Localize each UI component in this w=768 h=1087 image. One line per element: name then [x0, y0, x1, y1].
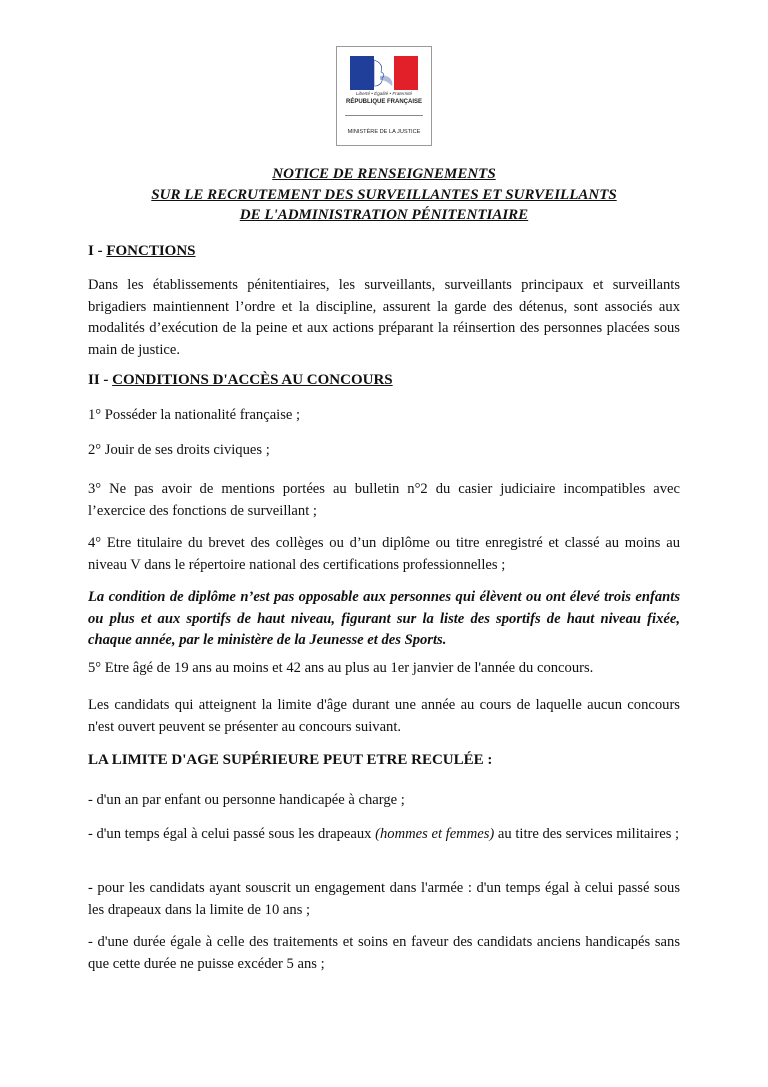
ministry-logo [336, 46, 432, 146]
logo-ministry: MINISTÈRE DE LA JUSTICE [347, 129, 421, 135]
fonctions-paragraph: Dans les établissements pénitentiaires, les surveillants, surveillants principaux et surveillants brigadiers maintiennent l’ordre et la discipline, assurent la garde des détenus, sont associés aux modalités d’exécution de la peine et aux actions préparant la réinsertion des personnes placées sous main de justice. [88, 277, 680, 358]
condition-1: 1° Posséder la nationalité française ; [88, 407, 301, 423]
section-heading-conditions [88, 372, 393, 389]
limit-item-4: - d'une durée égale à celle des traitements et soins en faveur des candidats anciens handicapés sans que cette durée ne puisse excéder 5 ans ; [88, 934, 680, 972]
limit-item-2 [88, 824, 680, 846]
condition-3: 3° Ne pas avoir de mentions portées au bulletin n°2 du casier judiciaire incompatibles avec l’exercice des fonctions de surveillant ; [88, 481, 680, 519]
logo-republic: RÉPUBLIQUE FRANÇAISE [345, 99, 422, 105]
diploma-exemption-note: La condition de diplôme n’est pas opposable aux personnes qui élèvent ou ont élevé trois enfants ou plus et aux sportifs de haut niveau, figurant sur la liste des sportifs de haut niveau fixée, chaque année, par le ministère de la Jeunesse et des Sports. [88, 589, 680, 648]
logo-divider [345, 115, 423, 116]
section-heading-text: FONCTIONS [106, 243, 196, 259]
section-prefix: II - [88, 372, 113, 388]
section-heading-fonctions [88, 243, 196, 260]
limit-item-2-text-end: au titre des services militaires ; [494, 826, 680, 842]
marianne-flag-icon [350, 56, 418, 90]
logo-motto: Liberté • Égalité • Fraternité [355, 91, 413, 96]
limit-item-2-italic: (hommes et femmes) [375, 826, 495, 842]
title-line-3: DE L'ADMINISTRATION PÉNITENTIAIRE [239, 207, 529, 223]
section-prefix: I - [88, 243, 107, 259]
limit-item-3: - pour les candidats ayant souscrit un engagement dans l'armée : d'un temps égal à celui passé sous les drapeaux dans la limite de 10 ans ; [88, 880, 680, 918]
condition-4: 4° Etre titulaire du brevet des collèges ou d’un diplôme ou titre enregistré et classé au moins au niveau V dans le répertoire national des certifications professionnelles ; [88, 535, 680, 573]
limit-item-1: - d'un an par enfant ou personne handicapée à charge ; [88, 792, 405, 808]
title-line-1: NOTICE DE RENSEIGNEMENTS [272, 166, 496, 182]
age-limit-heading: LA LIMITE D'AGE SUPÉRIEURE PEUT ETRE RECULÉE : [88, 752, 493, 768]
condition-2: 2° Jouir de ses droits civiques ; [88, 442, 270, 458]
title-line-2: SUR LE RECRUTEMENT DES SURVEILLANTES ET SURVEILLANTS [151, 187, 617, 203]
age-limit-note: Les candidats qui atteignent la limite d'âge durant une année au cours de laquelle aucun concours n'est ouvert peuvent se présenter au concours suivant. [88, 697, 680, 735]
limit-item-2-text: - d'un temps égal à celui passé sous les drapeaux [88, 826, 376, 842]
section-heading-text: CONDITIONS D'ACCÈS AU CONCOURS [112, 372, 393, 388]
condition-5: 5° Etre âgé de 19 ans au moins et 42 ans au plus au 1er janvier de l'année du concours. [88, 660, 594, 676]
